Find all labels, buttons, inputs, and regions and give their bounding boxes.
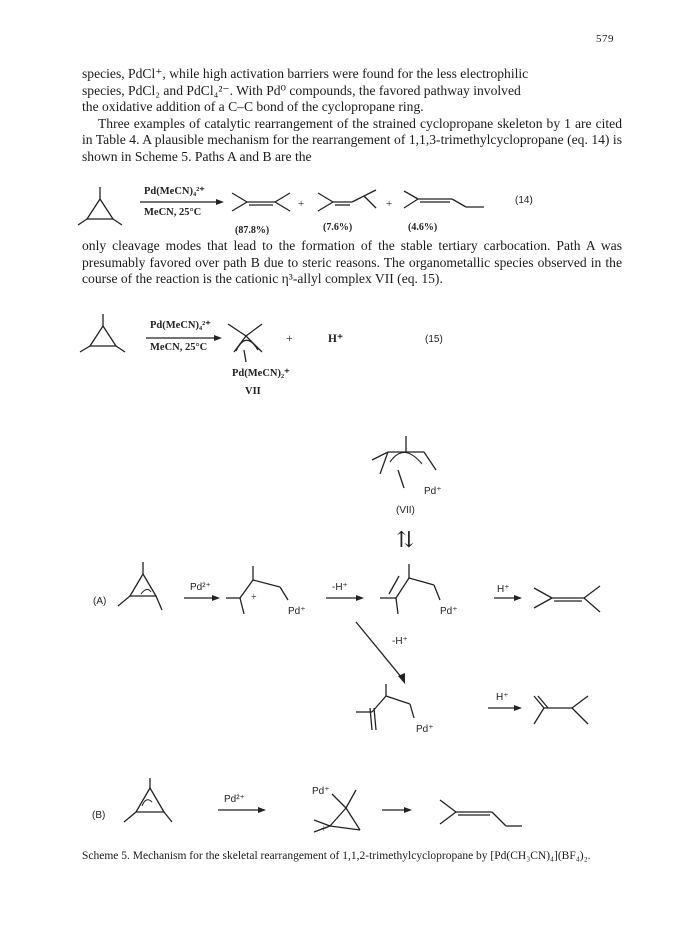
path-a-minus-h: -H⁺	[332, 582, 348, 593]
path-b-cyclopropane	[124, 778, 172, 822]
eq15-cyclopropane	[80, 314, 125, 352]
eq14-yield-3: (4.6%)	[408, 222, 438, 233]
eq15-conditions: MeCN, 25°C	[150, 342, 208, 353]
path-a-h-plus: H⁺	[497, 584, 510, 595]
path-b-cation-charge: +	[321, 824, 327, 835]
scheme-vii-complex	[372, 436, 436, 488]
path-a-minus-h-2: -H⁺	[392, 636, 408, 647]
path-a-label: (A)	[93, 596, 107, 607]
path-a-pd2plus: Pd²⁺	[190, 582, 211, 593]
path-a-h-plus-2: H⁺	[496, 692, 509, 703]
path-a-intermediate-1	[226, 566, 288, 614]
path-b-pd2plus: Pd²⁺	[224, 794, 245, 805]
path-a-cyclopropane	[118, 562, 162, 610]
paragraph-1-line-3: the oxidative addition of a C–C bond of the cyclopropane ring.	[82, 99, 424, 115]
scheme-caption: Scheme 5. Mechanism for the skeletal rearrangement of 1,1,2-trimethylcyclopropane by [Pd(CH₃CN)₄](BF₄)₂.	[82, 850, 591, 862]
eq14	[78, 186, 533, 236]
eq15-complex-ligand: Pd(MeCN)₂⁺	[232, 368, 290, 379]
path-a-intermediate-2	[380, 564, 440, 614]
paragraph-1-line-1: species, PdCl⁺, while high activation barriers were found for the less electrophilic	[82, 66, 529, 81]
eq14-product-3	[404, 191, 484, 208]
eq14-product-2	[318, 190, 376, 211]
eq14-cyclopropane	[78, 187, 122, 225]
eq14-plus-2: +	[386, 198, 393, 210]
eq15-complex-label: VII	[245, 386, 261, 397]
path-b-label: (B)	[92, 810, 106, 821]
paragraph-1-line-2: species, PdCl₂ and PdCl₄²⁻. With Pd⁰ compounds, the favored pathway involved	[82, 82, 521, 98]
eq14-number: (14)	[515, 195, 533, 206]
eq14-product-1	[232, 193, 290, 211]
paragraph-3-text: only cleavage modes that lead to the formation of the stable tertiary carbocation. Path A was presumably favored over path B due to steric reasons. The organometallic species observed in the course of the reaction is the cationic η³-allyl complex VII (eq. 15).	[82, 238, 622, 287]
eq15-number: (15)	[425, 334, 443, 345]
eq14-yield-2: (7.6%)	[323, 222, 353, 233]
path-a-product	[534, 586, 600, 612]
path-a-cation-charge: +	[251, 592, 257, 603]
path-a-intermediate-3	[356, 684, 414, 730]
path-b-pd: Pd⁺	[312, 786, 330, 797]
eq14-plus-1: +	[298, 198, 305, 210]
eq15-allyl-complex	[228, 324, 262, 362]
scheme-equilibrium-arrows: ⇅	[396, 527, 415, 552]
path-a-diagonal-arrow	[356, 622, 402, 678]
page-number: 579	[596, 33, 614, 45]
path-a-product-2	[534, 696, 588, 724]
scheme-vii-label: (VII)	[396, 505, 415, 516]
eq15-plus: +	[286, 331, 293, 345]
paragraph-2: Three examples of catalytic rearrangement of the strained cyclopropane skeleton by 1 are cited in Table 4. A plausible mechanism for the rearrangement of 1,1,3-trimethylcyclopropane (eq. 14) is shown in Scheme 5. Paths A and B are the	[82, 115, 622, 164]
eq15	[80, 314, 443, 397]
eq14-reagent: Pd(MeCN)₄²⁺	[144, 186, 205, 197]
path-a-pd-2: Pd⁺	[440, 606, 458, 617]
path-a-pd-3: Pd⁺	[416, 724, 434, 735]
scheme-vii-metal: Pd⁺	[424, 486, 442, 497]
eq14-conditions: MeCN, 25°C	[144, 207, 202, 218]
eq14-yield-1: (87.8%)	[235, 225, 270, 236]
eq15-reagent: Pd(MeCN)₄²⁺	[150, 320, 211, 331]
path-a-pd-1: Pd⁺	[288, 606, 306, 617]
eq15-proton: H⁺	[328, 333, 344, 345]
path-b-product	[440, 800, 522, 826]
